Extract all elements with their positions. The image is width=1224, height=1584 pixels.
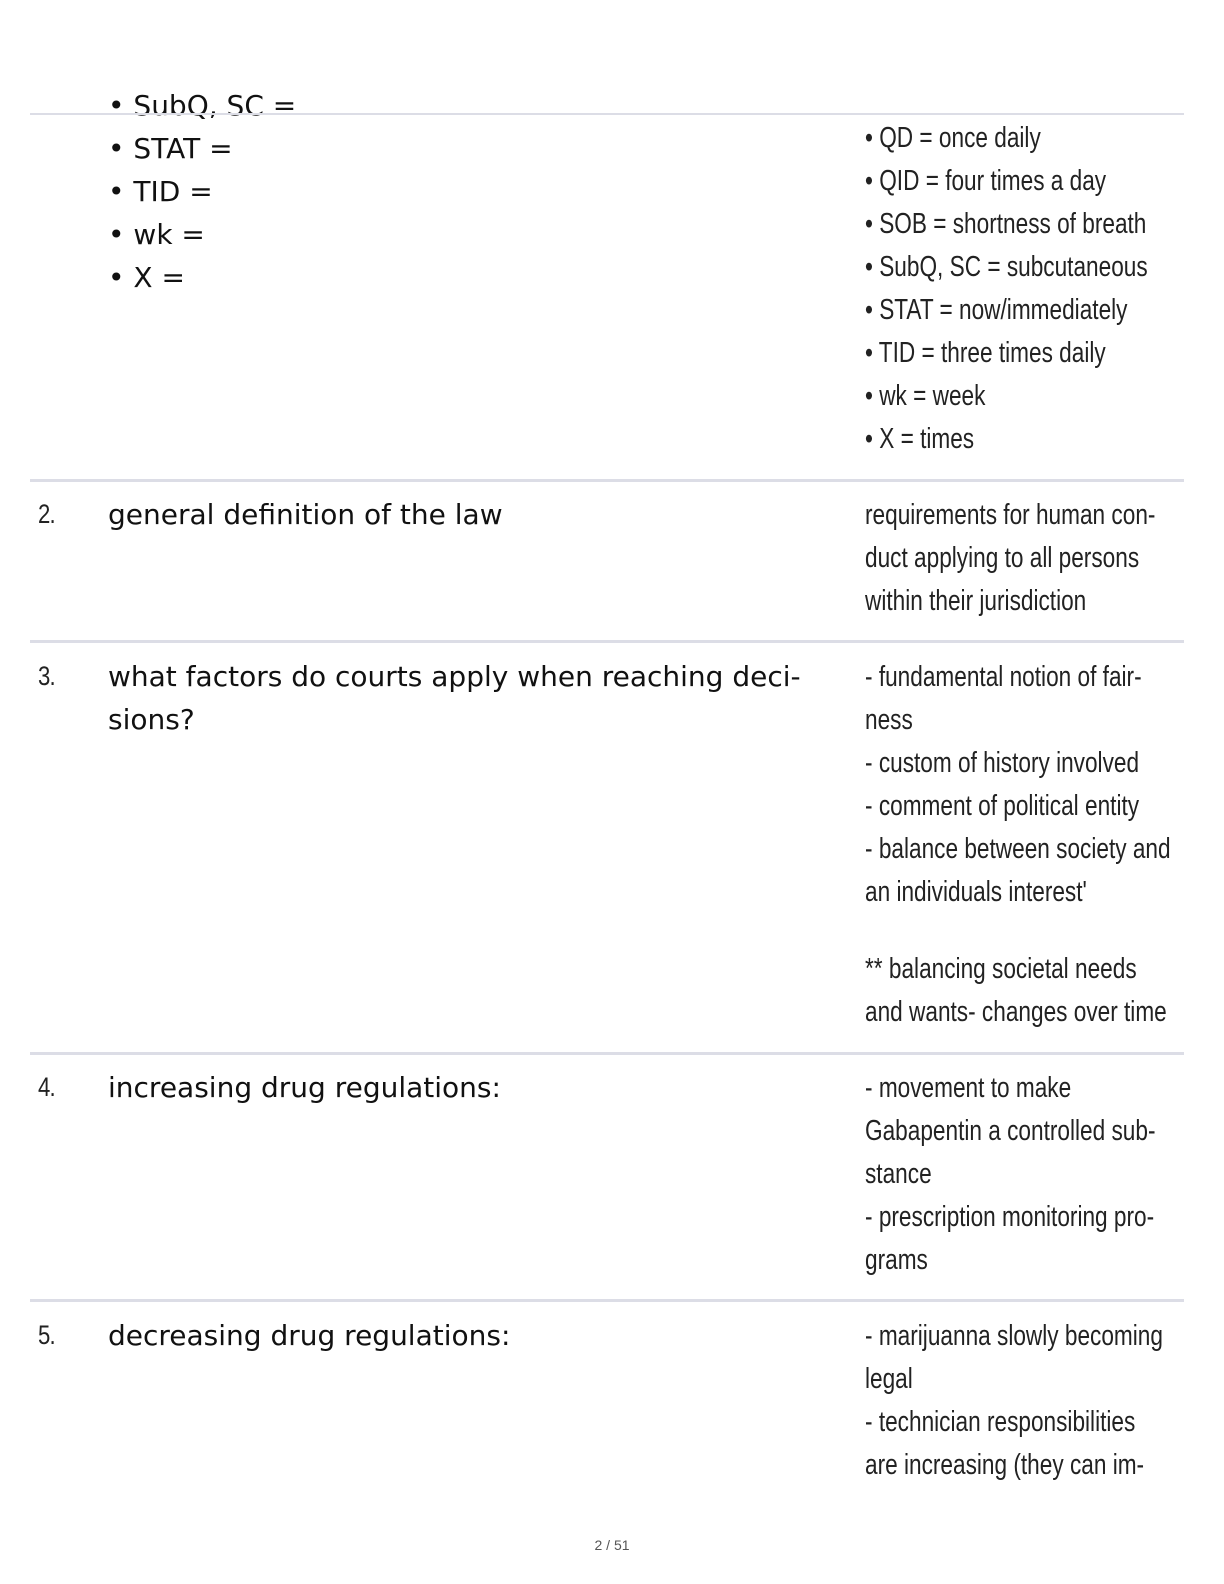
answer-line: - comment of political entity bbox=[865, 790, 1140, 822]
answer-line: - technician responsibilities bbox=[865, 1406, 1136, 1438]
answer-line: - balance between society and bbox=[865, 833, 1171, 865]
top-card-answer bbox=[865, 117, 1169, 461]
answer-line: are increasing (they can im- bbox=[865, 1449, 1145, 1481]
divider bbox=[30, 640, 1184, 643]
card-question: general definition of the law bbox=[108, 498, 503, 531]
divider bbox=[30, 1052, 1184, 1055]
answer-line: • QD = once daily bbox=[865, 122, 1041, 154]
answer-gap bbox=[865, 914, 1169, 948]
answer-line: • SOB = shortness of breath bbox=[865, 208, 1147, 240]
card-question: decreasing drug regulations: bbox=[108, 1319, 511, 1352]
question-line: • TID = bbox=[108, 175, 213, 208]
answer-line: - fundamental notion of fair- bbox=[865, 661, 1142, 693]
answer-line: • wk = week bbox=[865, 380, 986, 412]
answer-line: • QID = four times a day bbox=[865, 165, 1107, 197]
question-line: • wk = bbox=[108, 218, 205, 251]
answer-line: Gabapentin a controlled sub- bbox=[865, 1115, 1156, 1147]
top-card-question bbox=[108, 84, 296, 299]
card-number: 2. bbox=[38, 499, 55, 529]
card-answer bbox=[865, 1315, 1169, 1487]
answer-line: within their jurisdiction bbox=[865, 585, 1087, 617]
question-line: • SubQ, SC = bbox=[108, 89, 297, 122]
answer-line: - prescription monitoring pro- bbox=[865, 1201, 1155, 1233]
card-answer bbox=[865, 1067, 1169, 1282]
answer-line: ** balancing societal needs bbox=[865, 953, 1137, 985]
answer-line: legal bbox=[865, 1363, 913, 1395]
answer-line: • SubQ, SC = subcutaneous bbox=[865, 251, 1148, 283]
answer-line: and wants- changes over time bbox=[865, 996, 1167, 1028]
divider bbox=[30, 1299, 1184, 1302]
answer-line: requirements for human con- bbox=[865, 499, 1156, 531]
answer-line: • STAT = now/immediately bbox=[865, 294, 1128, 326]
divider bbox=[30, 113, 1184, 115]
card-number: 3. bbox=[38, 661, 55, 691]
answer-line: ness bbox=[865, 704, 913, 736]
card-answer bbox=[865, 494, 1169, 623]
card-number: 5. bbox=[38, 1320, 55, 1350]
card-question: what factors do courts apply when reaching deci- sions? bbox=[108, 660, 801, 736]
divider bbox=[30, 479, 1184, 482]
answer-line: grams bbox=[865, 1244, 928, 1276]
question-line: • X = bbox=[108, 261, 185, 294]
card-number: 4. bbox=[38, 1072, 55, 1102]
answer-line: • X = times bbox=[865, 423, 975, 455]
answer-line: - movement to make bbox=[865, 1072, 1072, 1104]
card-question: increasing drug regulations: bbox=[108, 1071, 501, 1104]
answer-line: • TID = three times daily bbox=[865, 337, 1106, 369]
answer-line: - marijuanna slowly becoming bbox=[865, 1320, 1163, 1352]
question-line: • STAT = bbox=[108, 132, 233, 165]
page-indicator: 2 / 51 bbox=[594, 1537, 630, 1553]
answer-line: duct applying to all persons bbox=[865, 542, 1140, 574]
answer-line: - custom of history involved bbox=[865, 747, 1140, 779]
answer-line: an individuals interest' bbox=[865, 876, 1087, 908]
card-answer bbox=[865, 656, 1169, 1034]
answer-line: stance bbox=[865, 1158, 932, 1190]
